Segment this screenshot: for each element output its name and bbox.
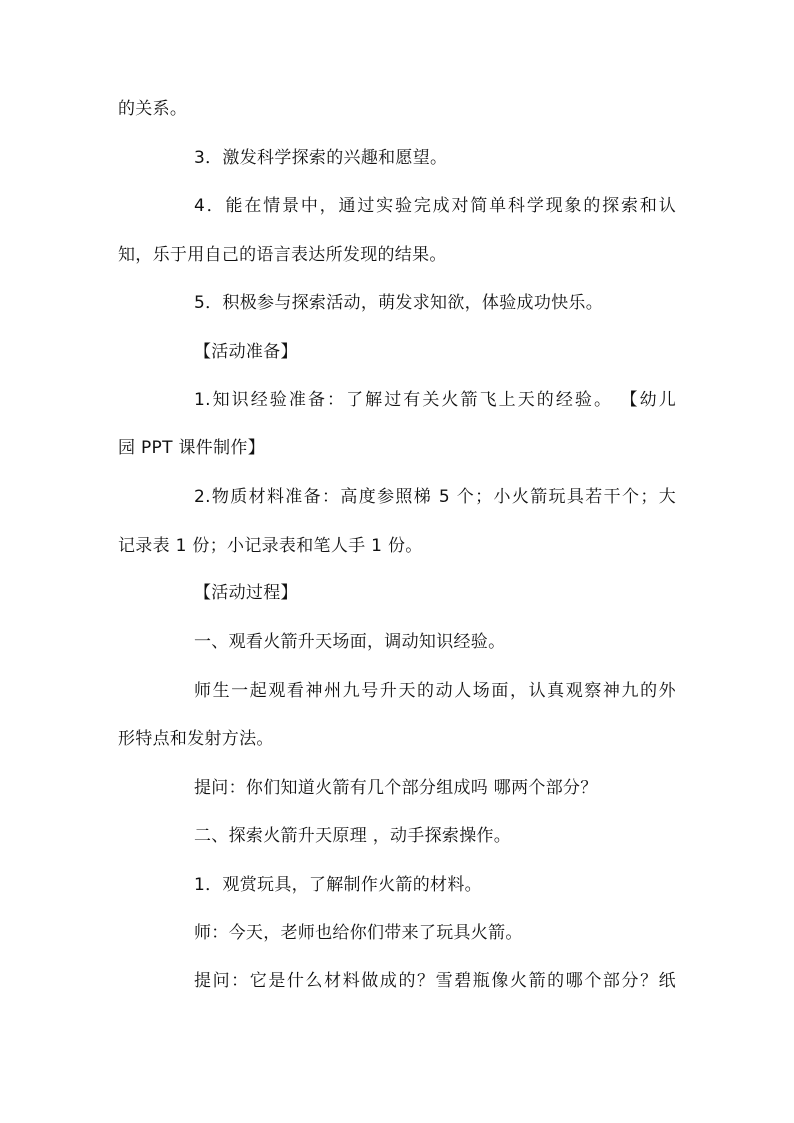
section-heading: 【活动过程】 xyxy=(194,583,298,603)
paragraph-line: 知，乐于用自己的语言表达所发现的结果。 xyxy=(118,245,447,265)
paragraph-line: 5．积极参与探索活动，萌发求知欲，体验成功快乐。 xyxy=(194,293,604,313)
section-heading: 【活动准备】 xyxy=(194,342,298,362)
paragraph-line: 4．能在情景中，通过实验完成对简单科学现象的探索和认 xyxy=(194,196,676,216)
paragraph-line: 3．激发科学探索的兴趣和愿望。 xyxy=(194,148,448,168)
paragraph-line: 记录表 1 份；小记录表和笔人手 1 份。 xyxy=(118,536,423,556)
paragraph-line: 园 PPT 课件制作】 xyxy=(118,438,265,458)
paragraph-line: 的关系。 xyxy=(118,99,188,119)
paragraph-line: 二、探索火箭升天原理 ，动手探索操作。 xyxy=(194,826,512,846)
paragraph-line: 1.知识经验准备：了解过有关火箭飞上天的经验。 【幼儿 xyxy=(194,390,676,410)
paragraph-line: 提问：它是什么材料做成的？雪碧瓶像火箭的哪个部分？纸 xyxy=(194,971,676,991)
paragraph-line: 师：今天，老师也给你们带来了玩具火箭。 xyxy=(194,923,523,943)
paragraph-line: 提问：你们知道火箭有几个部分组成吗 哪两个部分？ xyxy=(194,778,598,798)
paragraph-line: 一、观看火箭升天场面，调动知识经验。 xyxy=(194,632,506,652)
paragraph-line: 1．观赏玩具，了解制作火箭的材料。 xyxy=(194,875,482,895)
paragraph-line: 师生一起观看神州九号升天的动人场面，认真观察神九的外 xyxy=(194,681,676,701)
paragraph-line: 形特点和发射方法。 xyxy=(118,729,274,749)
paragraph-line: 2.物质材料准备：高度参照梯 5 个；小火箭玩具若干个；大 xyxy=(194,487,676,507)
